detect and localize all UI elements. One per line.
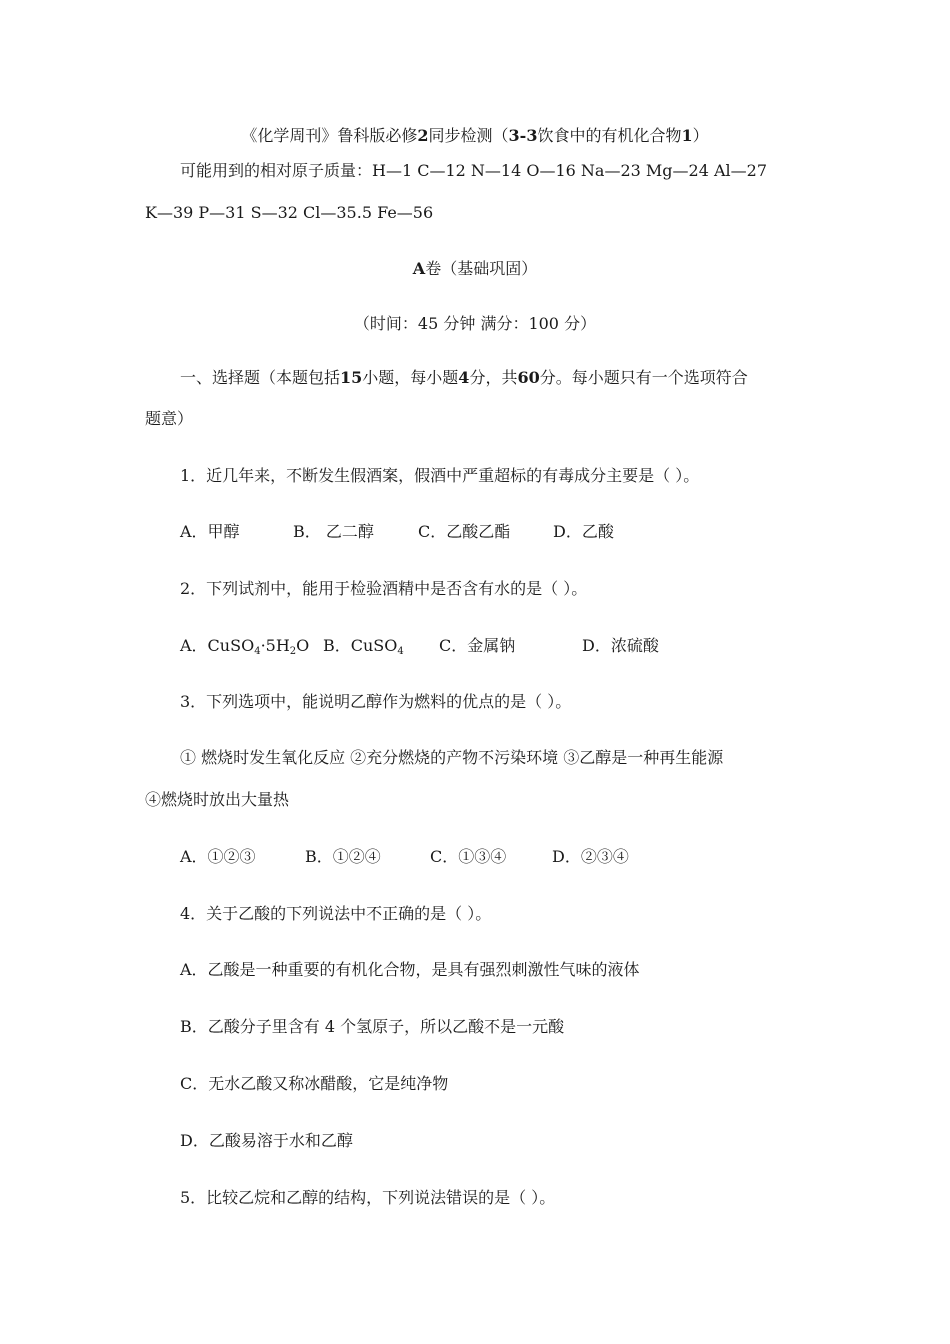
instruction-text: 分。每小题只有一个选项符合	[539, 368, 748, 387]
option-a: A．①②③	[180, 847, 256, 866]
title-text: 《化学周刊》鲁科版必修	[241, 126, 418, 145]
question-1-stem: 1．近几年来，不断发生假酒案，假酒中严重超标的有毒成分主要是（ ）。	[180, 466, 700, 485]
question-3-stem: 3．下列选项中，能说明乙醇作为燃料的优点的是（ ）。	[180, 692, 572, 711]
atomic-masses-line-2: K—39 P—31 S—32 Cl—35.5 Fe—56	[145, 203, 434, 222]
option-c: C．①③④	[430, 847, 507, 866]
question-1-options	[180, 521, 614, 543]
option-b: B． 乙二醇	[293, 522, 374, 541]
volume-label: 卷（基础巩固）	[425, 259, 538, 278]
question-4-option-b: B．乙酸分子里含有 4 个氢原子，所以乙酸不是一元酸	[180, 1017, 565, 1036]
question-3-statements-2: ④燃烧时放出大量热	[145, 790, 290, 809]
question-4-option-d: D．乙酸易溶于水和乙醇	[180, 1131, 353, 1150]
part-1-instructions-continued: 题意）	[145, 409, 194, 428]
points-per-question: 4	[458, 368, 470, 387]
time-info: （时间：45 分钟 满分：100 分）	[353, 314, 597, 333]
question-3-statements-1: ① 燃烧时发生氧化反应 ②充分燃烧的产物不污染环境 ③乙醇是一种再生能源	[180, 748, 724, 767]
formula-subscript: 2	[289, 646, 297, 657]
section-heading	[0, 258, 950, 280]
question-5-stem: 5．比较乙烷和乙醇的结构，下列说法错误的是（ ）。	[180, 1188, 556, 1207]
instruction-text: 一、选择题（本题包括	[180, 368, 341, 387]
question-3-options	[180, 846, 629, 868]
document-title	[0, 125, 950, 147]
question-4-option-c: C．无水乙酸又称冰醋酸，它是纯净物	[180, 1074, 449, 1093]
option-d: D．②③④	[552, 847, 629, 866]
question-4-option-a: A．乙酸是一种重要的有机化合物，是具有强烈刺激性气味的液体	[180, 960, 640, 979]
option-a: A．甲醇	[180, 522, 240, 541]
formula-text: B．CuSO	[323, 636, 398, 655]
formula-text: ·5H	[260, 636, 290, 655]
option-c: C．乙酸乙酯	[418, 522, 511, 541]
instruction-text: 小题，每小题	[362, 368, 459, 387]
question-2-stem: 2．下列试剂中，能用于检验酒精中是否含有水的是（ ）。	[180, 579, 588, 598]
formula-subscript: 4	[254, 646, 261, 657]
title-number: 2	[417, 126, 429, 145]
volume-letter: A	[412, 259, 426, 278]
option-b	[323, 635, 439, 657]
title-text: 同步检测（	[428, 126, 509, 145]
question-2-options	[180, 635, 659, 657]
atomic-masses-line-1: 可能用到的相对原子质量：H—1 C—12 N—14 O—16 Na—23 Mg—24 Al—27	[180, 161, 768, 180]
option-d: D．浓硫酸	[582, 636, 659, 655]
question-count: 15	[340, 368, 363, 387]
option-a	[180, 635, 323, 657]
title-code: 3-3	[508, 126, 538, 145]
title-text: ）	[692, 126, 709, 145]
formula-text: O	[296, 636, 310, 655]
option-b: B．①②④	[305, 847, 381, 866]
option-d: D．乙酸	[553, 522, 614, 541]
title-text: 饮食中的有机化合物	[537, 126, 682, 145]
title-number: 1	[681, 126, 693, 145]
formula-subscript: 4	[397, 646, 404, 657]
question-4-stem: 4．关于乙酸的下列说法中不正确的是（ ）。	[180, 904, 492, 923]
total-points: 60	[517, 368, 540, 387]
formula-text: A．CuSO	[180, 636, 255, 655]
option-c: C．金属钠	[439, 636, 516, 655]
part-1-instructions	[180, 367, 748, 389]
instruction-text: 分，共	[469, 368, 518, 387]
